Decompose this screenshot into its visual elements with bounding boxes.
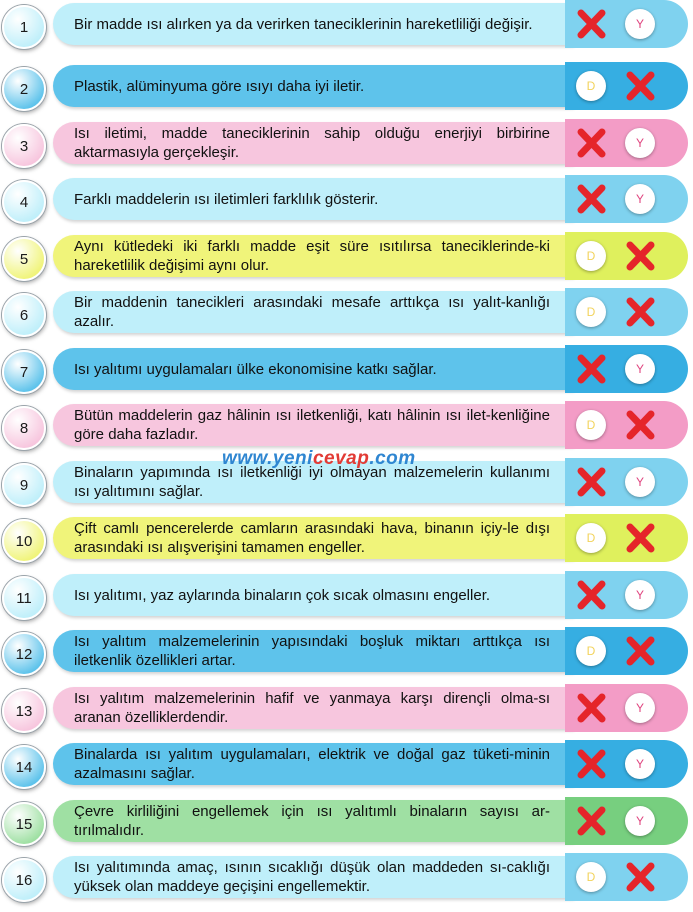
statement-number: 10 <box>2 519 46 563</box>
option-y-button[interactable]: Y <box>625 467 655 497</box>
option-y-button[interactable]: Y <box>625 580 655 610</box>
option-y-button[interactable]: Y <box>625 9 655 39</box>
selected-y-cross-icon[interactable] <box>623 239 657 273</box>
statement-row <box>0 684 693 738</box>
watermark: www.yenicevap.com <box>222 448 416 469</box>
statement-number: 5 <box>2 237 46 281</box>
statement-text: Isı yalıtım malzemelerinin hafif ve yanmaya karşı dirençli olma-sı aranan özelliklerdendir. <box>74 690 550 726</box>
selected-d-cross-icon[interactable] <box>574 691 608 725</box>
statement-row <box>0 853 693 907</box>
statement-row <box>0 288 693 342</box>
option-d-button[interactable]: D <box>576 636 606 666</box>
selected-y-cross-icon[interactable] <box>623 860 657 894</box>
option-y-button[interactable]: Y <box>625 693 655 723</box>
option-d-button[interactable]: D <box>576 241 606 271</box>
answer-panel <box>565 571 688 619</box>
selected-d-cross-icon[interactable] <box>574 7 608 41</box>
statement-row <box>0 514 693 568</box>
statement-text: Isı yalıtım malzemelerinin yapısındaki boşluk miktarı arttıkça ısı iletkenlik özellikleri artar. <box>74 633 550 669</box>
answer-panel <box>565 740 688 788</box>
statement-text: Çift camlı pencerelerde camların arasındaki hava, binanın içiy-le dışı arasındaki ısı alışverişini tamamen engeller. <box>74 520 550 556</box>
option-d-button[interactable]: D <box>576 71 606 101</box>
selected-y-cross-icon[interactable] <box>623 521 657 555</box>
statement-text: Plastik, alüminyuma göre ısıyı daha iyi iletir. <box>74 77 365 95</box>
statement-number: 7 <box>2 350 46 394</box>
answer-panel <box>565 62 688 110</box>
statement-text: Farklı maddelerin ısı iletimleri farklılık gösterir. <box>74 190 379 208</box>
statement-number: 13 <box>2 689 46 733</box>
answer-panel <box>565 232 688 280</box>
statement-row <box>0 627 693 681</box>
answer-panel <box>565 627 688 675</box>
answer-panel <box>565 514 688 562</box>
statement-number: 12 <box>2 632 46 676</box>
statement-row <box>0 345 693 399</box>
statement-number: 14 <box>2 745 46 789</box>
statement-row <box>0 740 693 794</box>
statement-number: 8 <box>2 406 46 450</box>
statement-row <box>0 175 693 229</box>
answer-panel <box>565 458 688 506</box>
statement-text: Isı yalıtımı, yaz aylarında binaların çok sıcak olmasını engeller. <box>74 586 491 604</box>
statement-text: Isı yalıtımı uygulamaları ülke ekonomisine katkı sağlar. <box>74 360 437 378</box>
statement-row <box>0 62 693 116</box>
option-y-button[interactable]: Y <box>625 128 655 158</box>
statement-row <box>0 0 693 54</box>
option-y-button[interactable]: Y <box>625 749 655 779</box>
statement-row <box>0 119 693 173</box>
selected-y-cross-icon[interactable] <box>623 634 657 668</box>
option-y-button[interactable]: Y <box>625 184 655 214</box>
statement-number: 2 <box>2 67 46 111</box>
answer-panel <box>565 797 688 845</box>
statement-number: 16 <box>2 858 46 902</box>
option-d-button[interactable]: D <box>576 523 606 553</box>
statement-number: 1 <box>2 5 46 49</box>
statement-text: Çevre kirliliğini engellemek için ısı yalıtımlı binaların sayısı ar-tırılmalıdır. <box>74 803 550 839</box>
answer-panel <box>565 684 688 732</box>
answer-panel <box>565 345 688 393</box>
answer-panel <box>565 0 688 48</box>
answer-panel <box>565 401 688 449</box>
option-y-button[interactable]: Y <box>625 354 655 384</box>
statement-row <box>0 797 693 851</box>
selected-d-cross-icon[interactable] <box>574 747 608 781</box>
statement-number: 6 <box>2 293 46 337</box>
selected-d-cross-icon[interactable] <box>574 182 608 216</box>
option-y-button[interactable]: Y <box>625 806 655 836</box>
selected-d-cross-icon[interactable] <box>574 804 608 838</box>
selected-y-cross-icon[interactable] <box>623 408 657 442</box>
statement-number: 9 <box>2 463 46 507</box>
selected-d-cross-icon[interactable] <box>574 126 608 160</box>
answer-panel <box>565 288 688 336</box>
statement-text: Bütün maddelerin gaz hâlinin ısı iletkenliği, katı hâlinin ısı ilet-kenliğine göre daha fazladır. <box>74 407 550 443</box>
selected-y-cross-icon[interactable] <box>623 69 657 103</box>
answer-panel <box>565 853 688 901</box>
selected-d-cross-icon[interactable] <box>574 352 608 386</box>
statement-text: Binaların yapımında ısı iletkenliği iyi olmayan malzemelerin kullanımı ısı yalıtımını sağlar. <box>74 464 550 500</box>
selected-d-cross-icon[interactable] <box>574 578 608 612</box>
statement-number: 4 <box>2 180 46 224</box>
option-d-button[interactable]: D <box>576 862 606 892</box>
statement-text: Bir maddenin tanecikleri arasındaki mesafe arttıkça ısı yalıt-kanlığı azalır. <box>74 294 550 330</box>
option-d-button[interactable]: D <box>576 410 606 440</box>
statement-number: 3 <box>2 124 46 168</box>
option-d-button[interactable]: D <box>576 297 606 327</box>
statement-text: Isı iletimi, madde taneciklerinin sahip olduğu enerjiyi birbirine aktarmasıyla gerçekleşir. <box>74 125 550 161</box>
statement-text: Binalarda ısı yalıtım uygulamaları, elektrik ve doğal gaz tüketi-minin azalmasını sağlar. <box>74 746 550 782</box>
answer-panel <box>565 175 688 223</box>
statement-row <box>0 571 693 625</box>
selected-y-cross-icon[interactable] <box>623 295 657 329</box>
statement-number: 15 <box>2 802 46 846</box>
statement-number: 11 <box>2 576 46 620</box>
selected-d-cross-icon[interactable] <box>574 465 608 499</box>
statement-text: Aynı kütledeki iki farklı madde eşit süre ısıtılırsa taneciklerinde-ki hareketlilik değişimi aynı olur. <box>74 238 550 274</box>
statement-text: Bir madde ısı alırken ya da verirken taneciklerinin hareketliliği değişir. <box>74 15 533 33</box>
statement-row <box>0 232 693 286</box>
answer-panel <box>565 119 688 167</box>
statement-row <box>0 401 693 455</box>
statement-text: Isı yalıtımında amaç, ısının sıcaklığı düşük olan maddeden sı-caklığı yüksek olan maddeye geçişini engellemektir. <box>74 859 550 895</box>
